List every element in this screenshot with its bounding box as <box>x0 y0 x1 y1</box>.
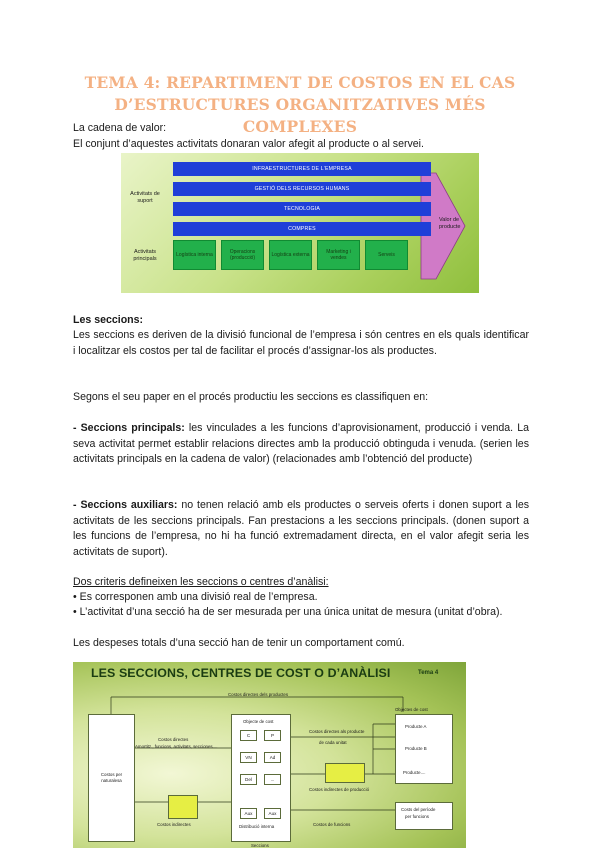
intro <box>73 121 529 152</box>
costos-indirectes-prod-label: Costos indirectes de producció <box>309 787 370 792</box>
cell-del: Del <box>240 774 257 785</box>
support-bar-purchases: COMPRES <box>173 222 431 236</box>
support-bar-infrastructure: INFRAESTRUCTURES DE L’EMPRESA <box>173 162 431 176</box>
sections-figure-tema: Tema 4 <box>418 670 439 676</box>
costos-funcions-label: Costos de funcions <box>313 822 351 827</box>
support-bar-technology: TECNOLOGIA <box>173 202 431 216</box>
primary-box-services: Serveis <box>365 240 408 270</box>
costos-naturalesa-label: Costos per naturalesa <box>100 772 123 783</box>
criteris-heading: Dos criteris defineixen les seccions o centres d’anàlisi: <box>73 576 329 588</box>
sections-figure <box>73 662 466 848</box>
intro-line-1: La cadena de valor: <box>73 122 167 134</box>
producte-more: Producte.... <box>403 770 426 775</box>
costos-indirectes-prod-marker <box>325 763 365 783</box>
primary-box-logistics-out: Logística externa <box>269 240 312 270</box>
value-chain-figure <box>121 153 479 293</box>
costos-directes-productes-label: Costos directes dels productes <box>228 692 289 697</box>
costos-periode-label-2: per funcions <box>405 814 429 819</box>
producte-b: Producte B <box>405 746 427 751</box>
cell-aux-1: Aux <box>240 808 257 819</box>
auxiliars-text: no tenen relació amb els productes o serveis oferts i donen suport a les activitats de les seccions principals. Fan prestacions a les seccions principals. (donen suport a les funcions de l’empresa, no hi ha funció extremadament directa, en el valor afegit seria les activitats de suport). <box>73 499 530 558</box>
primary-box-logistics-in: Logística interna <box>173 240 216 270</box>
title-line-2: D’ESTRUCTURES ORGANITZATIVES MÉS COMPLEXES <box>114 95 486 136</box>
costos-directes-detail: Amortitz., funcions, activitats, secciones.... <box>135 744 218 749</box>
primary-box-operations: Operacions (producció) <box>221 240 264 270</box>
seccions-paragraph: Les seccions es deriven de la divisió funcional de l’empresa i són centres en els quals identificar i localitzar els costos per tal de facilitar el procés d’assignar-los als productes. <box>73 329 529 357</box>
objectes-cost-label: Objectes de cost <box>395 707 428 712</box>
support-bar-hr: GESTIÓ DELS RECURSOS HUMANS <box>173 182 431 196</box>
distribucio-interna-label: Distribució interna <box>239 824 275 829</box>
principals-label: - Seccions principals: <box>73 422 185 434</box>
costos-indirectes-marker <box>168 795 198 819</box>
cell-vn: VN <box>240 752 257 763</box>
cost-unitat-label: de cada unitat <box>319 740 347 745</box>
value-label: Valor de producte <box>439 217 461 230</box>
seccions-principals <box>73 421 529 468</box>
sections-figure-title: LES SECCIONS, CENTRES DE COST O D’ANÀLISI <box>91 666 391 680</box>
criteri-bullet-2: • L’activitat d’una secció ha de ser mesurada per una única unitat de mesura (unitat d’obra). <box>73 606 503 618</box>
cell-p: P <box>264 730 281 741</box>
seccions-label: Seccions <box>251 843 269 848</box>
costos-directes-label: Costos directes <box>158 737 189 742</box>
seccions-auxiliars <box>73 498 529 560</box>
criteri-bullet-1: • Es corresponen amb una divisió real de l’empresa. <box>73 591 318 603</box>
closing-line: Les despeses totals d’una secció han de tenir un comportament comú. <box>73 637 405 649</box>
title-line-1: TEMA 4: REPARTIMENT DE COSTOS EN EL CAS <box>84 73 516 92</box>
cell-c: C <box>240 730 257 741</box>
support-activities-label: Activitats de suport <box>130 191 160 204</box>
primary-activities-label: Activitats principals <box>133 249 157 262</box>
costos-directes-prod-label: Costos directes als producte <box>309 729 365 734</box>
seccions-heading: Les seccions: <box>73 314 144 326</box>
cell-more: ... <box>264 774 281 785</box>
cell-aux-2: Aux <box>264 808 281 819</box>
costos-periode-label: Costs del període <box>401 807 436 812</box>
objecte-cost-label: Objecte de cost <box>243 719 274 724</box>
seccions-classify: Segons el seu paper en el procés productiu les seccions es classifiquen en: <box>73 391 429 403</box>
auxiliars-label: - Seccions auxiliars: <box>73 499 178 511</box>
principals-text: les vinculades a les funcions d’aprovisionament, producció i venda. La seva activitat permet establir relacions directes amb la producció obtinguda i venuda. (serien les activitats principals en la cadena de valor) (relacionades amb l’obtenció del producte) <box>73 422 529 465</box>
intro-line-2: El conjunt d’aquestes activitats donaran valor afegit al producte o al servei. <box>73 137 424 150</box>
cell-ad: Ad <box>264 752 281 763</box>
costos-indirectes-label: Costos indirectes <box>157 822 191 827</box>
primary-box-marketing: Marketing i vendes <box>317 240 360 270</box>
producte-a: Producte A <box>405 724 427 729</box>
